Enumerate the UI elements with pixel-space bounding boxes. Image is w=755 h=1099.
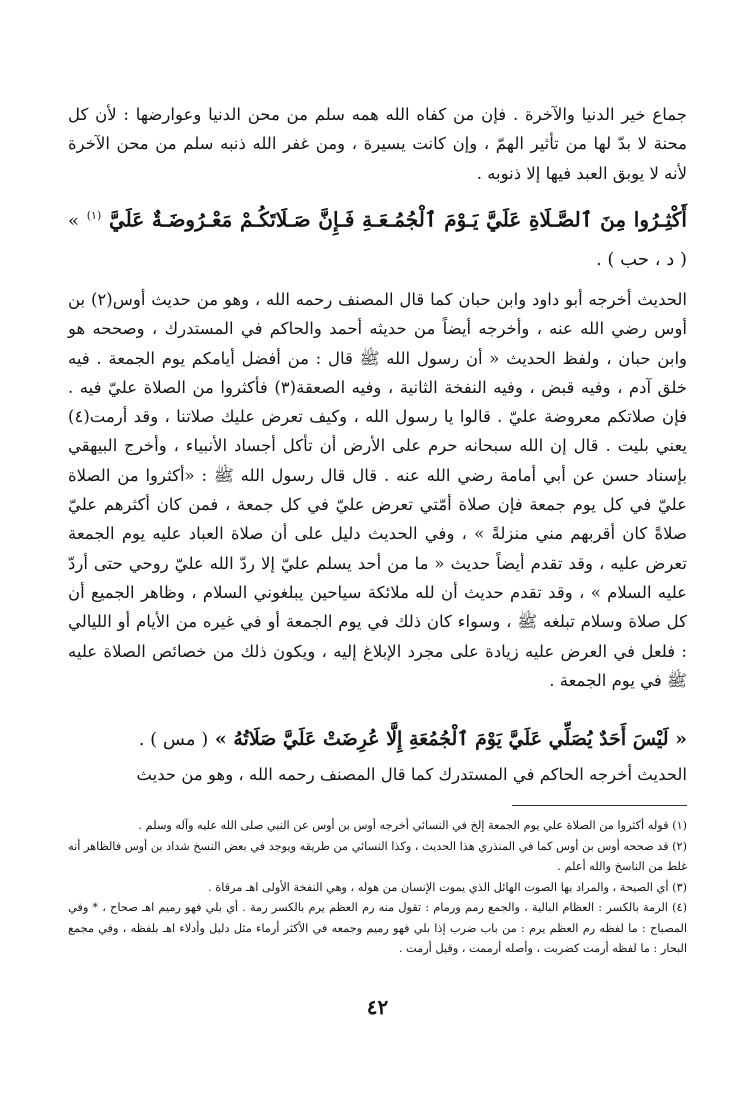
- footnote-4: (٤) الرمة بالكسر : العظام البالية ، والجمع رمم ورمام : تقول منه رم العظم يرم بالكسر رمة . أي بلي فهو رميم اهـ صحاح ، * وفي المصباح : ما لفظه رم العظم يرم : من باب ضرب إذا بلي فهو رميم وجمعه في الأكثر أرماء مثل دليل وأدلاء اهـ بلفظه ، وفي مجمع البحار : ما لفظه أرمت كضربت ، وأصله أرممت ، وقيل أرمت .: [68, 901, 687, 955]
- hadith-2-text: « لَيْسَ أَحَدٌ يُصَلِّي عَلَيَّ يَوْمَ ٱلْجُمُعَةِ إِلَّا عُرِضَتْ عَلَيَّ صَلَاتُهُ »: [214, 728, 687, 750]
- paragraph-opening: جماع خير الدنيا والآخرة . فإن من كفاه الله همه سلم من محن الدنيا وعوارضها : لأن كل محنة لا بدّ لها من تأثير الهمّ ، وإن كانت يسيرة ، ومن غفر الله ذنبه سلم من محن الآخرة لأنه لا يوبق العبد فيها إلا ذنوبه .: [68, 105, 687, 183]
- footnotes: [68, 816, 687, 960]
- footnote-2: (٢) قد صححه أوس بن أوس كما في المنذري هذا الحديث ، وكذا النسائي من طريقه ويوجد في بعض النسخ شداد بن أوس فالظاهر أنه غلط من الناسخ والله أعلم .: [68, 839, 687, 873]
- footnote-divider: [512, 805, 687, 806]
- hadith-heading-2: [68, 722, 687, 757]
- paragraph-commentary: الحديث أخرجه أبو داود وابن حبان كما قال المصنف رحمه الله ، وهو من حديث أوس(٢) بن أوس رضي الله عنه ، وأخرجه أيضاً من حديثه أحمد والحاكم في المستدرك ، وصححه هو وابن حبان ، ولفظ الحديث « أن رسول الله ﷺ قال : من أفضل أيامكم يوم الجمعة . فيه خلق آدم ، وفيه قبض ، وفيه النفخة الثانية ، وفيه الصعقة(٣) فأكثروا من الصلاة عليّ فيه . فإن صلاتكم معروضة عليّ . قالوا يا رسول الله ، وكيف تعرض عليك صلاتنا ، وقد أرمت(٤) يعني بليت . قال إن الله سبحانه حرم على الأرض أن تأكل أجساد الأنبياء ، وأخرج البيهقي بإسناد حسن عن أبي أمامة رضي الله عنه . قال قال رسول الله ﷺ : «أكثروا من الصلاة عليّ في كل يوم جمعة فإن صلاة أمّتي تعرض عليّ في كل جمعة ، فمن كان أكثرهم عليّ صلاةً كان أقربهم مني منزلةً » ، وفي الحديث دليل على أن صلاة العباد عليه يوم الجمعة تعرض عليه ، وقد تقدم أيضاً حديث « ما من أحد يسلم عليّ إلا ردّ الله عليّ روحي حتى أردّ عليه السلام » ، وقد تقدم حديث أن لله ملائكة سياحين يبلغوني السلام ، وظاهر الجميع أن كل صلاة وسلام تبلغه ﷺ ، وسواء كان ذلك في يوم الجمعة أو في غيره من الأيام أو الليالي : فلعل في العرض عليه زيادة على مجرد الإبلاغ إليه ، ويكون ذلك من خصائص الصلاة عليه ﷺ في يوم الجمعة .: [68, 290, 688, 690]
- hadith-heading-1: [68, 198, 687, 278]
- footnote-1: (١) قوله أكثروا من الصلاة علي يوم الجمعة إلخ في النسائي أخرجه أوس بن أوس عن النبي صلى الله عليه وآله وسلم .: [138, 819, 687, 832]
- footnote-ref-1: (١): [86, 209, 102, 222]
- page-number: ٤٢: [366, 995, 389, 1019]
- footnote-3: (٣) أي الصيحة ، والمراد بها الصوت الهائل الذي يموت الإنسان من هوله ، وهي النفخة الأولى اهـ مرقاة .: [208, 880, 687, 894]
- hadith-2-source: ( مس ) .: [138, 729, 209, 750]
- book-page: [68, 0, 687, 1099]
- paragraph-closing: الحديث أخرجه الحاكم في المستدرك كما قال المصنف رحمه الله ، وهو من حديث: [136, 765, 687, 784]
- hadith-1-source: » ( د ، حب ) .: [68, 210, 687, 270]
- hadith-1-text: أَكْثِـرُوا مِنَ ٱلصَّـلَاةِ عَلَيَّ يَـوْمَ ٱلْجُمُـعَـةِ فَـإِنَّ صَـلَاتَكُـمْ مَعْـرُوضَـةٌ عَلَيَّ: [108, 207, 687, 232]
